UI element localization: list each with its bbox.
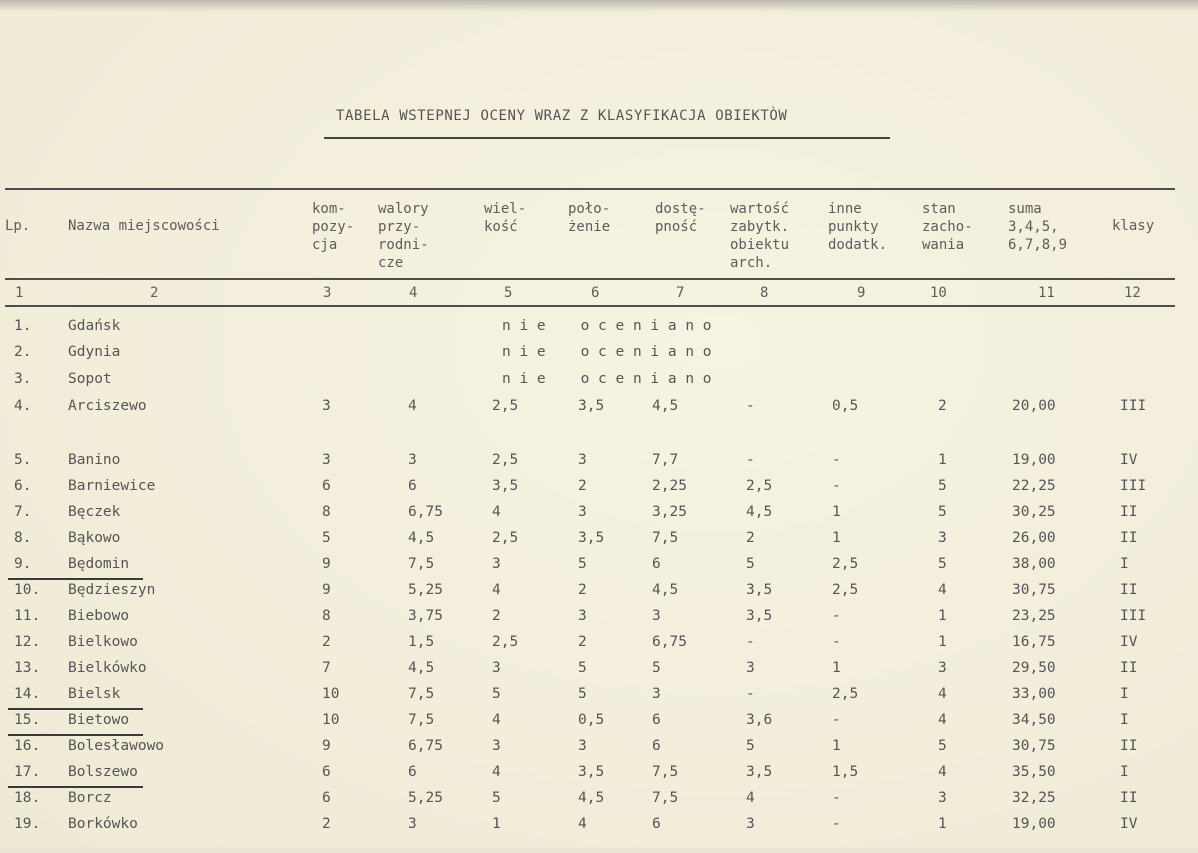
cell-kompozycja: 2 bbox=[322, 634, 331, 650]
cell-walory: 4 bbox=[408, 398, 417, 414]
cell-inne: 1 bbox=[832, 504, 841, 520]
cell-dostepnosc: 6 bbox=[652, 738, 661, 754]
cell-dostepnosc: 7,7 bbox=[652, 452, 679, 468]
cell-klasa: IV bbox=[1120, 816, 1138, 832]
name-underline bbox=[8, 708, 143, 710]
cell-kompozycja: 7 bbox=[322, 660, 331, 676]
cell-wartosc: 3 bbox=[746, 816, 755, 832]
cell-wielkosc: 2,5 bbox=[492, 452, 519, 468]
cell-wartosc: 2,5 bbox=[746, 478, 773, 494]
cell-suma: 30,75 bbox=[1012, 738, 1056, 754]
cell-walory: 6 bbox=[408, 764, 417, 780]
table-top-rule bbox=[5, 188, 1175, 190]
header-wielkosc: wiel- kość bbox=[484, 201, 527, 235]
cell-inne: 2,5 bbox=[832, 582, 859, 598]
cell-walory: 7,5 bbox=[408, 556, 435, 572]
cell-polozenie: 2 bbox=[578, 634, 587, 650]
cell-polozenie: 5 bbox=[578, 556, 587, 572]
cell-dostepnosc: 6 bbox=[652, 712, 661, 728]
cell-kompozycja: 9 bbox=[322, 556, 331, 572]
cell-inne: - bbox=[832, 816, 841, 832]
header-nazwa: Nazwa miejscowości bbox=[68, 218, 220, 234]
cell-wartosc: 5 bbox=[746, 556, 755, 572]
cell-inne: - bbox=[832, 634, 841, 650]
header-walory: walory przy- rodni- cze bbox=[378, 201, 429, 271]
cell-stan: 4 bbox=[938, 764, 947, 780]
cell-kompozycja: 5 bbox=[322, 530, 331, 546]
cell-polozenie: 2 bbox=[578, 478, 587, 494]
cell-walory: 3,75 bbox=[408, 608, 443, 624]
cell-polozenie: 3,5 bbox=[578, 398, 605, 414]
place-name: Gdynia bbox=[68, 344, 121, 360]
cell-wielkosc: 3 bbox=[492, 556, 501, 572]
column-number: 1 bbox=[15, 285, 24, 301]
cell-klasa: IV bbox=[1120, 452, 1138, 468]
cell-klasa: I bbox=[1120, 764, 1129, 780]
cell-suma: 35,50 bbox=[1012, 764, 1056, 780]
place-name: Będomin bbox=[68, 556, 130, 572]
cell-stan: 2 bbox=[938, 398, 947, 414]
place-name: Bolszewo bbox=[68, 764, 138, 780]
place-name: Bielsk bbox=[68, 686, 121, 702]
column-number: 7 bbox=[676, 285, 685, 301]
row-number: 3. bbox=[14, 371, 32, 387]
cell-wartosc: 3,5 bbox=[746, 608, 773, 624]
cell-kompozycja: 10 bbox=[322, 712, 340, 728]
cell-walory: 3 bbox=[408, 816, 417, 832]
row-number: 18. bbox=[14, 790, 41, 806]
cell-dostepnosc: 6 bbox=[652, 556, 661, 572]
cell-suma: 19,00 bbox=[1012, 452, 1056, 468]
row-number: 16. bbox=[14, 738, 41, 754]
place-name: Sopot bbox=[68, 371, 112, 387]
row-number: 7. bbox=[14, 504, 32, 520]
cell-stan: 1 bbox=[938, 452, 947, 468]
cell-klasa: I bbox=[1120, 556, 1129, 572]
cell-wartosc: - bbox=[746, 398, 755, 414]
cell-dostepnosc: 4,5 bbox=[652, 398, 679, 414]
header-inne: inne punkty dodatk. bbox=[828, 201, 888, 253]
cell-inne: 0,5 bbox=[832, 398, 859, 414]
cell-stan: 3 bbox=[938, 790, 947, 806]
row-number: 17. bbox=[14, 764, 41, 780]
cell-inne: - bbox=[832, 712, 841, 728]
cell-walory: 6,75 bbox=[408, 504, 443, 520]
cell-inne: 1,5 bbox=[832, 764, 859, 780]
cell-klasa: I bbox=[1120, 686, 1129, 702]
cell-wielkosc: 1 bbox=[492, 816, 501, 832]
cell-wartosc: 2 bbox=[746, 530, 755, 546]
header-stan: stan zacho- wania bbox=[922, 201, 973, 253]
name-underline bbox=[8, 786, 143, 788]
cell-polozenie: 3,5 bbox=[578, 530, 605, 546]
cell-suma: 29,50 bbox=[1012, 660, 1056, 676]
cell-suma: 19,00 bbox=[1012, 816, 1056, 832]
cell-wielkosc: 5 bbox=[492, 790, 501, 806]
cell-klasa: II bbox=[1120, 790, 1138, 806]
place-name: Bolesławowo bbox=[68, 738, 165, 754]
column-number: 9 bbox=[857, 285, 866, 301]
column-number: 3 bbox=[323, 285, 332, 301]
cell-polozenie: 3,5 bbox=[578, 764, 605, 780]
cell-stan: 3 bbox=[938, 660, 947, 676]
cell-suma: 22,25 bbox=[1012, 478, 1056, 494]
cell-kompozycja: 3 bbox=[322, 452, 331, 468]
cell-dostepnosc: 5 bbox=[652, 660, 661, 676]
cell-stan: 5 bbox=[938, 504, 947, 520]
not-rated-note: n i e o c e n i a n o bbox=[502, 318, 712, 334]
cell-walory: 7,5 bbox=[408, 712, 435, 728]
cell-klasa: I bbox=[1120, 712, 1129, 728]
column-number: 10 bbox=[930, 285, 947, 301]
cell-walory: 3 bbox=[408, 452, 417, 468]
cell-stan: 5 bbox=[938, 738, 947, 754]
header-dostepnosc: dostę- pność bbox=[655, 201, 706, 235]
place-name: Barniewice bbox=[68, 478, 156, 494]
cell-klasa: II bbox=[1120, 738, 1138, 754]
header-wartosc: wartość zabytk. obiektu arch. bbox=[730, 201, 790, 271]
place-name: Banino bbox=[68, 452, 121, 468]
row-number: 10. bbox=[14, 582, 41, 598]
cell-wartosc: 4,5 bbox=[746, 504, 773, 520]
cell-kompozycja: 8 bbox=[322, 504, 331, 520]
header-lp: Lp. bbox=[5, 218, 31, 234]
cell-wielkosc: 4 bbox=[492, 582, 501, 598]
cell-wielkosc: 2,5 bbox=[492, 530, 519, 546]
cell-stan: 5 bbox=[938, 556, 947, 572]
cell-inne: - bbox=[832, 478, 841, 494]
place-name: Gdańsk bbox=[68, 318, 121, 334]
place-name: Bielkowo bbox=[68, 634, 138, 650]
cell-polozenie: 3 bbox=[578, 738, 587, 754]
cell-suma: 26,00 bbox=[1012, 530, 1056, 546]
title-underline bbox=[324, 137, 890, 139]
cell-inne: 1 bbox=[832, 530, 841, 546]
column-number: 4 bbox=[409, 285, 418, 301]
cell-kompozycja: 3 bbox=[322, 398, 331, 414]
cell-kompozycja: 6 bbox=[322, 478, 331, 494]
cell-walory: 4,5 bbox=[408, 530, 435, 546]
cell-polozenie: 3 bbox=[578, 608, 587, 624]
cell-dostepnosc: 7,5 bbox=[652, 530, 679, 546]
cell-walory: 4,5 bbox=[408, 660, 435, 676]
row-number: 12. bbox=[14, 634, 41, 650]
cell-klasa: IV bbox=[1120, 634, 1138, 650]
cell-polozenie: 0,5 bbox=[578, 712, 605, 728]
cell-wielkosc: 3 bbox=[492, 660, 501, 676]
place-name: Bielkówko bbox=[68, 660, 147, 676]
cell-inne: 1 bbox=[832, 660, 841, 676]
place-name: Bęczek bbox=[68, 504, 121, 520]
cell-klasa: III bbox=[1120, 398, 1147, 414]
row-number: 6. bbox=[14, 478, 32, 494]
cell-walory: 5,25 bbox=[408, 582, 443, 598]
cell-walory: 6 bbox=[408, 478, 417, 494]
cell-stan: 1 bbox=[938, 634, 947, 650]
cell-wartosc: 4 bbox=[746, 790, 755, 806]
cell-inne: 2,5 bbox=[832, 556, 859, 572]
cell-wartosc: - bbox=[746, 452, 755, 468]
cell-polozenie: 3 bbox=[578, 452, 587, 468]
cell-suma: 32,25 bbox=[1012, 790, 1056, 806]
place-name: Bietowo bbox=[68, 712, 130, 728]
column-number: 5 bbox=[504, 285, 513, 301]
cell-dostepnosc: 4,5 bbox=[652, 582, 679, 598]
not-rated-note: n i e o c e n i a n o bbox=[502, 344, 712, 360]
cell-suma: 30,25 bbox=[1012, 504, 1056, 520]
scan-edge-shadow bbox=[0, 0, 1198, 12]
cell-inne: 2,5 bbox=[832, 686, 859, 702]
cell-stan: 4 bbox=[938, 686, 947, 702]
cell-walory: 1,5 bbox=[408, 634, 435, 650]
row-number: 11. bbox=[14, 608, 41, 624]
row-number: 14. bbox=[14, 686, 41, 702]
row-number: 15. bbox=[14, 712, 41, 728]
cell-inne: - bbox=[832, 790, 841, 806]
cell-polozenie: 4 bbox=[578, 816, 587, 832]
cell-kompozycja: 6 bbox=[322, 790, 331, 806]
cell-wartosc: 3,5 bbox=[746, 582, 773, 598]
cell-kompozycja: 2 bbox=[322, 816, 331, 832]
cell-klasa: II bbox=[1120, 660, 1138, 676]
row-number: 19. bbox=[14, 816, 41, 832]
cell-wielkosc: 2,5 bbox=[492, 634, 519, 650]
cell-suma: 20,00 bbox=[1012, 398, 1056, 414]
cell-wielkosc: 4 bbox=[492, 764, 501, 780]
place-name: Borcz bbox=[68, 790, 112, 806]
cell-walory: 5,25 bbox=[408, 790, 443, 806]
header-bottom-rule bbox=[5, 278, 1175, 280]
place-name: Bąkowo bbox=[68, 530, 121, 546]
cell-dostepnosc: 6 bbox=[652, 816, 661, 832]
column-number: 6 bbox=[591, 285, 600, 301]
cell-inne: 1 bbox=[832, 738, 841, 754]
row-number: 4. bbox=[14, 398, 32, 414]
cell-wartosc: - bbox=[746, 634, 755, 650]
cell-klasa: III bbox=[1120, 608, 1147, 624]
cell-suma: 33,00 bbox=[1012, 686, 1056, 702]
column-number: 8 bbox=[760, 285, 769, 301]
row-number: 5. bbox=[14, 452, 32, 468]
cell-walory: 6,75 bbox=[408, 738, 443, 754]
cell-wartosc: 3,6 bbox=[746, 712, 773, 728]
cell-polozenie: 2 bbox=[578, 582, 587, 598]
place-name: Arciszewo bbox=[68, 398, 147, 414]
header-kompozycja: kom- pozy- cja bbox=[312, 201, 355, 253]
cell-dostepnosc: 3,25 bbox=[652, 504, 687, 520]
cell-suma: 23,25 bbox=[1012, 608, 1056, 624]
cell-stan: 4 bbox=[938, 582, 947, 598]
cell-stan: 5 bbox=[938, 478, 947, 494]
cell-kompozycja: 10 bbox=[322, 686, 340, 702]
name-underline bbox=[8, 734, 143, 736]
cell-klasa: II bbox=[1120, 504, 1138, 520]
not-rated-note: n i e o c e n i a n o bbox=[502, 371, 712, 387]
cell-dostepnosc: 3 bbox=[652, 608, 661, 624]
cell-kompozycja: 9 bbox=[322, 738, 331, 754]
row-number: 13. bbox=[14, 660, 41, 676]
place-name: Będzieszyn bbox=[68, 582, 156, 598]
cell-wielkosc: 3 bbox=[492, 738, 501, 754]
cell-polozenie: 5 bbox=[578, 686, 587, 702]
row-number: 9. bbox=[14, 556, 32, 572]
cell-wielkosc: 3,5 bbox=[492, 478, 519, 494]
cell-polozenie: 4,5 bbox=[578, 790, 605, 806]
cell-klasa: III bbox=[1120, 478, 1147, 494]
column-number: 2 bbox=[150, 285, 159, 301]
cell-stan: 1 bbox=[938, 816, 947, 832]
cell-klasa: II bbox=[1120, 582, 1138, 598]
cell-suma: 38,00 bbox=[1012, 556, 1056, 572]
cell-wielkosc: 4 bbox=[492, 504, 501, 520]
cell-klasa: II bbox=[1120, 530, 1138, 546]
cell-inne: - bbox=[832, 452, 841, 468]
cell-wartosc: - bbox=[746, 686, 755, 702]
cell-suma: 34,50 bbox=[1012, 712, 1056, 728]
cell-kompozycja: 9 bbox=[322, 582, 331, 598]
column-number: 11 bbox=[1038, 285, 1055, 301]
header-klasy: klasy bbox=[1112, 218, 1155, 234]
cell-stan: 1 bbox=[938, 608, 947, 624]
cell-polozenie: 5 bbox=[578, 660, 587, 676]
document-title: TABELA WSTEPNEJ OCENY WRAZ Z KLASYFIKACJA OBIEKTÒW bbox=[336, 108, 788, 124]
place-name: Borkówko bbox=[68, 816, 138, 832]
cell-polozenie: 3 bbox=[578, 504, 587, 520]
header-polozenie: poło- żenie bbox=[568, 201, 611, 235]
cell-kompozycja: 8 bbox=[322, 608, 331, 624]
cell-stan: 4 bbox=[938, 712, 947, 728]
cell-suma: 30,75 bbox=[1012, 582, 1056, 598]
cell-dostepnosc: 2,25 bbox=[652, 478, 687, 494]
column-numbers-rule bbox=[5, 305, 1175, 307]
cell-dostepnosc: 7,5 bbox=[652, 764, 679, 780]
row-number: 8. bbox=[14, 530, 32, 546]
cell-wartosc: 3 bbox=[746, 660, 755, 676]
place-name: Biebowo bbox=[68, 608, 130, 624]
name-underline bbox=[8, 578, 143, 580]
cell-stan: 3 bbox=[938, 530, 947, 546]
cell-inne: - bbox=[832, 608, 841, 624]
cell-wielkosc: 5 bbox=[492, 686, 501, 702]
cell-dostepnosc: 3 bbox=[652, 686, 661, 702]
cell-wielkosc: 4 bbox=[492, 712, 501, 728]
cell-walory: 7,5 bbox=[408, 686, 435, 702]
cell-wartosc: 5 bbox=[746, 738, 755, 754]
cell-kompozycja: 6 bbox=[322, 764, 331, 780]
header-suma: suma 3,4,5, 6,7,8,9 bbox=[1008, 201, 1068, 253]
cell-wielkosc: 2,5 bbox=[492, 398, 519, 414]
row-number: 2. bbox=[14, 344, 32, 360]
column-number: 12 bbox=[1124, 285, 1141, 301]
row-number: 1. bbox=[14, 318, 32, 334]
scan-bottom-edge bbox=[0, 848, 1198, 853]
cell-wartosc: 3,5 bbox=[746, 764, 773, 780]
cell-dostepnosc: 7,5 bbox=[652, 790, 679, 806]
cell-suma: 16,75 bbox=[1012, 634, 1056, 650]
cell-wielkosc: 2 bbox=[492, 608, 501, 624]
cell-dostepnosc: 6,75 bbox=[652, 634, 687, 650]
